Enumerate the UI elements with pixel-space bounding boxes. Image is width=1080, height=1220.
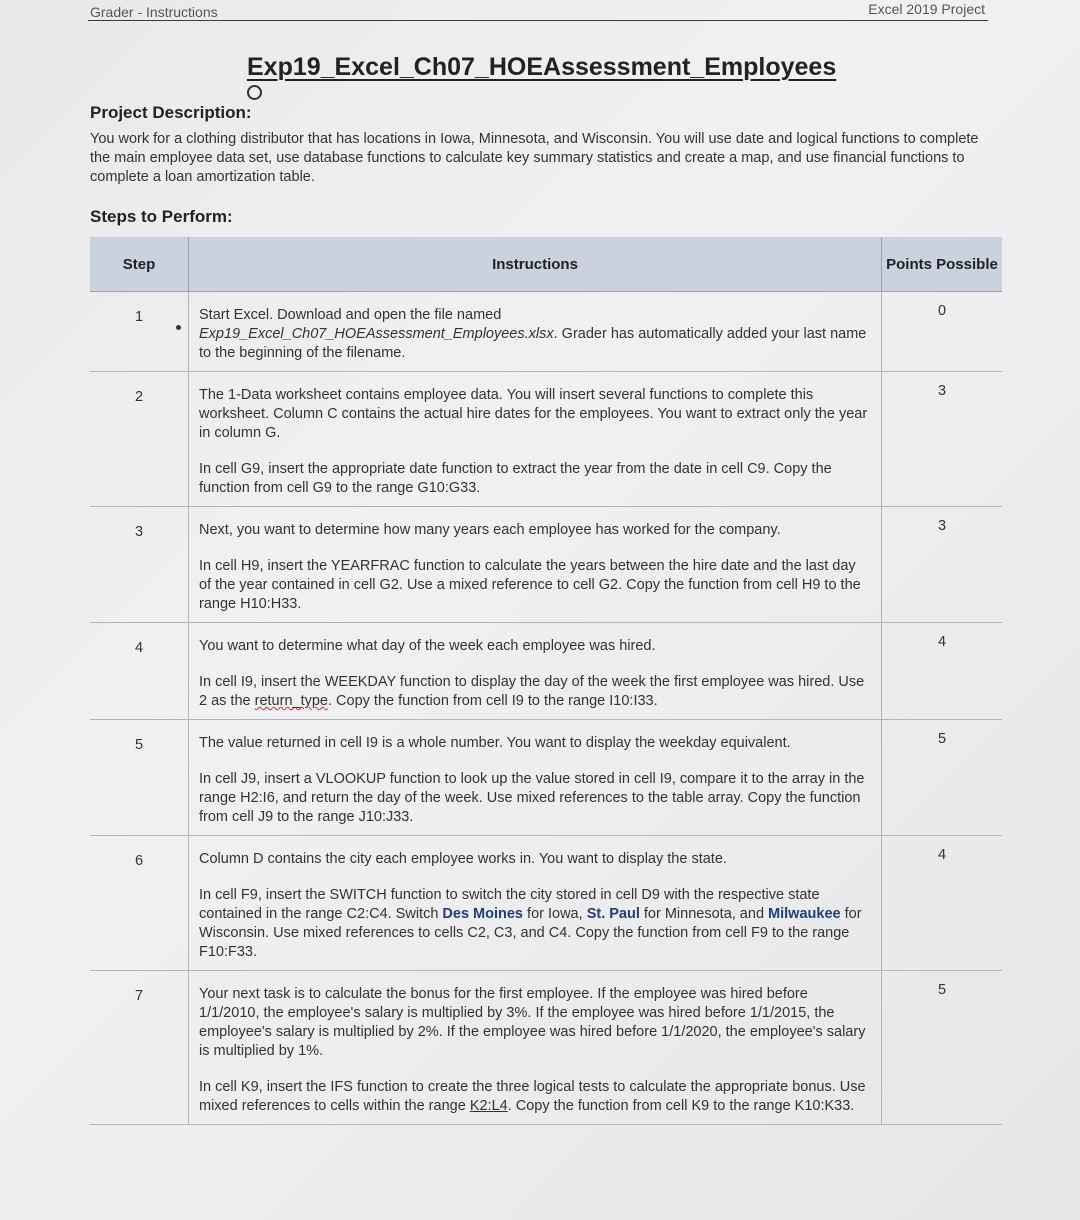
steps-table <box>90 237 1002 1125</box>
step-number: 6 <box>90 836 189 971</box>
steps-heading: Steps to Perform: <box>90 207 233 226</box>
step-instructions <box>189 836 882 971</box>
step-number: 2 <box>90 372 189 507</box>
project-description-text: You work for a clothing distributor that has locations in Iowa, Minnesota, and Wisconsin. You will use date and logical functions to complete the main employee data set, use database functions to calculate key summary statistics and create a map, and use financial functions to complete a loan amortization table. <box>90 131 979 185</box>
city-milwaukee: Milwaukee <box>768 906 841 922</box>
step-instructions <box>189 720 882 836</box>
filename-text: Exp19_Excel_Ch07_HOEAssessment_Employees.xlsx <box>199 326 554 342</box>
table-header-row <box>90 237 1002 292</box>
project-description-heading: Project Description: <box>90 103 252 122</box>
instruction-paragraph: Column D contains the city each employee works in. You want to display the state. <box>199 851 727 867</box>
instruction-paragraph: Your next task is to calculate the bonus for the first employee. If the employee was hired before 1/1/2010, the employee's salary is multiplied by 3%. If the employee was hired before 1/1/2015, the employee's salary is multiplied by 2%. If the employee was hired before 1/1/2020, the employee's salary is multiplied by 1%. <box>199 986 866 1059</box>
table-row <box>90 971 1002 1125</box>
header-left-label: Grader - Instructions <box>90 4 218 20</box>
step-points: 0 <box>882 292 1003 372</box>
table-row <box>90 292 1002 372</box>
instruction-text: . Grader has automatically added your last name to the beginning of the filename. <box>199 326 867 361</box>
table-row <box>90 720 1002 836</box>
instruction-text: In cell K9, insert the IFS function to create the three logical tests to calculate the appropriate bonus. Use mixed references to cells within the range <box>199 1079 866 1114</box>
instruction-text: In cell I9, insert the WEEKDAY function to display the day of the week the first employee was hired. Use 2 as the <box>199 674 865 709</box>
range-reference: K2:L4 <box>469 1098 508 1114</box>
instruction-paragraph: Next, you want to determine how many years each employee has worked for the company. <box>199 522 781 538</box>
instruction-text: for Iowa, <box>523 906 587 922</box>
step-number: 7 <box>90 971 189 1125</box>
table-row <box>90 623 1002 720</box>
step-points: 5 <box>882 720 1003 836</box>
circle-mark-icon <box>247 85 262 100</box>
step-instructions <box>189 971 882 1125</box>
instruction-text: for Wisconsin. Use mixed references to cells C2, C3, and C4. Copy the function from cell F9 to the range F10:F33. <box>199 906 862 960</box>
instruction-text: for Minnesota, and <box>639 906 769 922</box>
step-instructions <box>189 507 882 623</box>
table-row <box>90 507 1002 623</box>
instruction-paragraph: You want to determine what day of the week each employee was hired. <box>199 638 656 654</box>
step-number: 5 <box>90 720 189 836</box>
instruction-paragraph: The 1-Data worksheet contains employee data. You will insert several functions to complete this worksheet. Column C contains the actual hire dates for the employees. You want to extract only the year in column G. <box>199 387 868 441</box>
instruction-paragraph: The value returned in cell I9 is a whole number. You want to display the weekday equivalent. <box>199 735 791 751</box>
step-points: 5 <box>882 971 1003 1125</box>
instruction-text: . Copy the function from cell K9 to the range K10:K33. <box>507 1098 855 1114</box>
header-right-label: Excel 2019 Project <box>868 1 985 17</box>
instruction-paragraph: In cell H9, insert the YEARFRAC function to calculate the years between the hire date and the last day of the year contained in cell G2. Use a mixed reference to cell G2. Copy the function from cell H9 to the range H10:H33. <box>199 558 861 612</box>
step-points: 3 <box>882 372 1003 507</box>
step-points: 3 <box>882 507 1003 623</box>
step-number: 4 <box>90 623 189 720</box>
instruction-paragraph: In cell G9, insert the appropriate date function to extract the year from the date in cell C9. Copy the function from cell G9 to the range G10:G33. <box>199 461 832 496</box>
table-row <box>90 836 1002 971</box>
return-type-text: return_type <box>254 693 328 709</box>
column-header-points: Points Possible <box>882 237 1003 292</box>
instruction-paragraph: In cell J9, insert a VLOOKUP function to look up the value stored in cell I9, compare it to the array in the range H2:I6, and return the day of the week. Use mixed references to the table array. Copy the function from cell J9 to the range J10:J33. <box>199 771 865 825</box>
column-header-instructions: Instructions <box>189 237 882 292</box>
table-row <box>90 372 1002 507</box>
instruction-text: . Copy the function from cell I9 to the range I10:I33. <box>327 693 658 709</box>
instruction-text: In cell F9, insert the SWITCH function to switch the city stored in cell D9 with the respective state contained in the range C2:C4. Switch <box>199 887 820 922</box>
step-points: 4 <box>882 623 1003 720</box>
step-points: 4 <box>882 836 1003 971</box>
step-number: 1 <box>90 292 189 372</box>
city-des-moines: Des Moines <box>442 906 524 922</box>
header-divider <box>88 20 988 21</box>
step-instructions <box>189 292 882 372</box>
step-number: 3 <box>90 507 189 623</box>
column-header-step: Step <box>90 237 189 292</box>
instruction-text: Start Excel. Download and open the file named <box>199 307 502 323</box>
page-title: Exp19_Excel_Ch07_HOEAssessment_Employees <box>247 53 837 81</box>
step-instructions <box>189 623 882 720</box>
step-instructions <box>189 372 882 507</box>
city-st-paul: St. Paul <box>586 906 640 922</box>
